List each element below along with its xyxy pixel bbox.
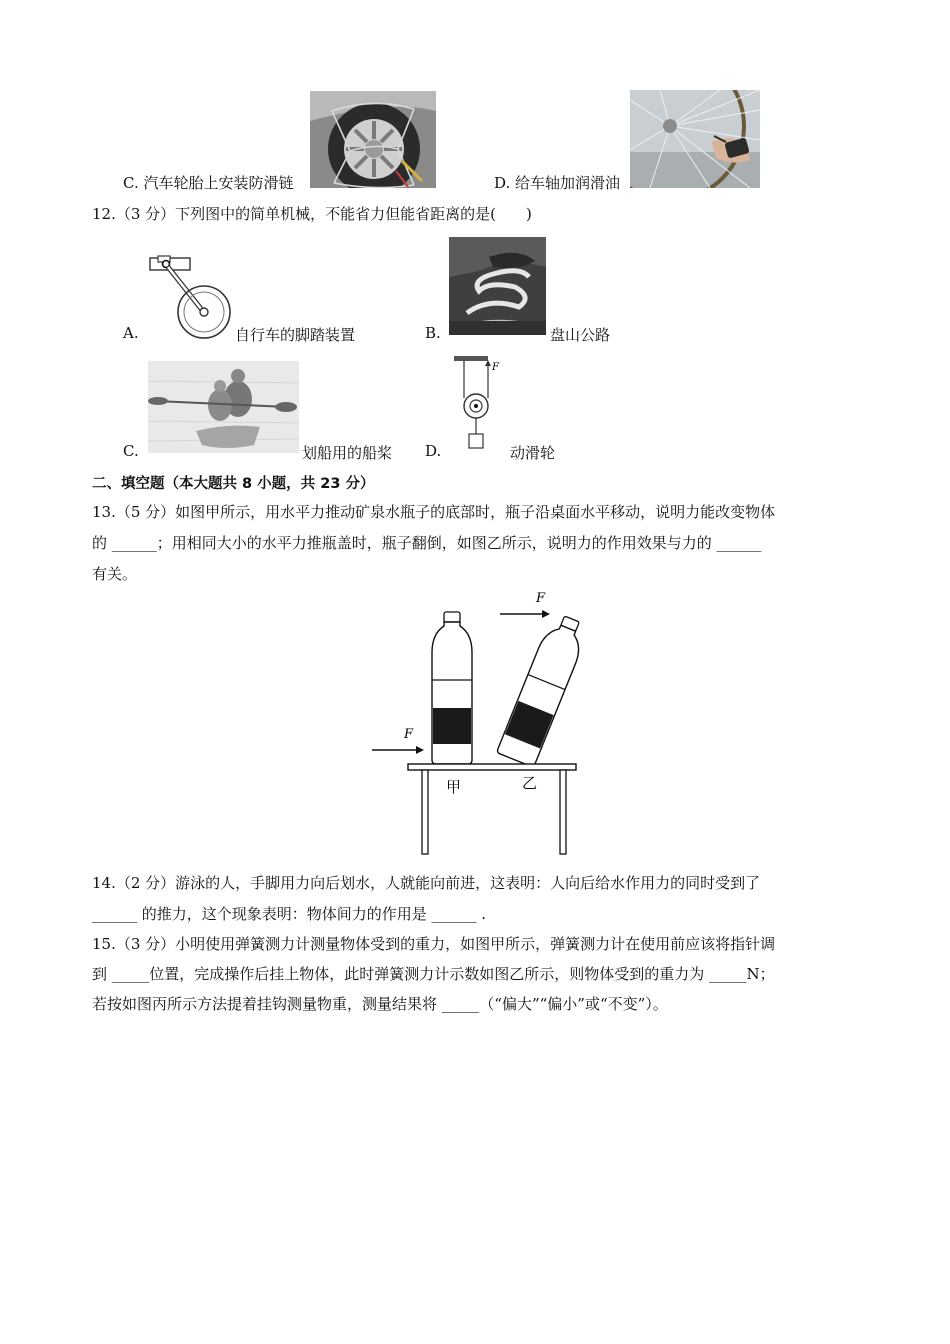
- q12-d-text: 动滑轮: [510, 444, 556, 462]
- bottle-yi: [496, 611, 580, 767]
- tire-chain-photo: [310, 91, 436, 188]
- pulley-force-label: F: [492, 362, 499, 373]
- q13-line-2: 的 ______；用相同大小的水平力推瓶盖时，瓶子翻倒，如图乙所示，说明力的作用效果与力的 ______: [92, 534, 762, 552]
- q12-c-text: 划船用的船桨: [302, 444, 393, 462]
- q12-c-letter: C.: [123, 442, 139, 460]
- bottle-push-figure: [368, 588, 580, 858]
- label-jia: 甲: [446, 778, 462, 796]
- q11-option-c: C. 汽车轮胎上安装防滑链: [123, 174, 294, 192]
- mountain-road-photo: [449, 237, 546, 335]
- q14-line-2: ______ 的推力，这个现象表明：物体间力的作用是 ______ .: [92, 905, 487, 923]
- rowing-oar-photo: [148, 361, 299, 453]
- q12-d-letter: D.: [425, 442, 442, 460]
- force-label-left: F: [404, 727, 414, 742]
- bike-axle-oil-photo: [630, 90, 760, 188]
- bike-pedal-drawing: [148, 254, 234, 342]
- movable-pulley-drawing: [448, 354, 500, 452]
- q15-line-1: 15.（3 分）小明使用弹簧测力计测量物体受到的重力，如图甲所示，弹簧测力计在使用前应该将指针调: [92, 935, 776, 953]
- q12-a-letter: A.: [123, 324, 139, 342]
- q13-line-1: 13.（5 分）如图甲所示，用水平力推动矿泉水瓶子的底部时，瓶子沿桌面水平移动，说明力能改变物体: [92, 503, 776, 521]
- q12-a-text: 自行车的脚踏装置: [235, 326, 356, 344]
- q12-b-text: 盘山公路: [550, 326, 611, 344]
- q14-line-1: 14.（2 分）游泳的人，手脚用力向后划水，人就能向前进，这表明：人向后给水作用力的同时受到了: [92, 874, 761, 892]
- label-yi: 乙: [522, 774, 538, 792]
- bottle-jia: [432, 612, 472, 764]
- q12-b-letter: B.: [425, 324, 441, 342]
- q15-line-2: 到 _____位置，完成操作后挂上物体，此时弹簧测力计示数如图乙所示，则物体受到的重力为 _____N；: [92, 965, 775, 983]
- force-label-top: F: [536, 591, 546, 606]
- q12-stem: 12.（3 分）下列图中的简单机械，不能省力但能省距离的是( ): [92, 205, 532, 223]
- q15-line-3: 若按如图丙所示方法提着挂钩测量物重，测量结果将 _____（“偏大”“偏小”或“不变”）。: [92, 995, 668, 1013]
- q11-option-d: D. 给车轴加润滑油: [494, 174, 621, 192]
- section-2-heading: 二、填空题（本大题共 8 小题，共 23 分）: [92, 476, 375, 492]
- q13-line-3: 有关。: [92, 565, 138, 583]
